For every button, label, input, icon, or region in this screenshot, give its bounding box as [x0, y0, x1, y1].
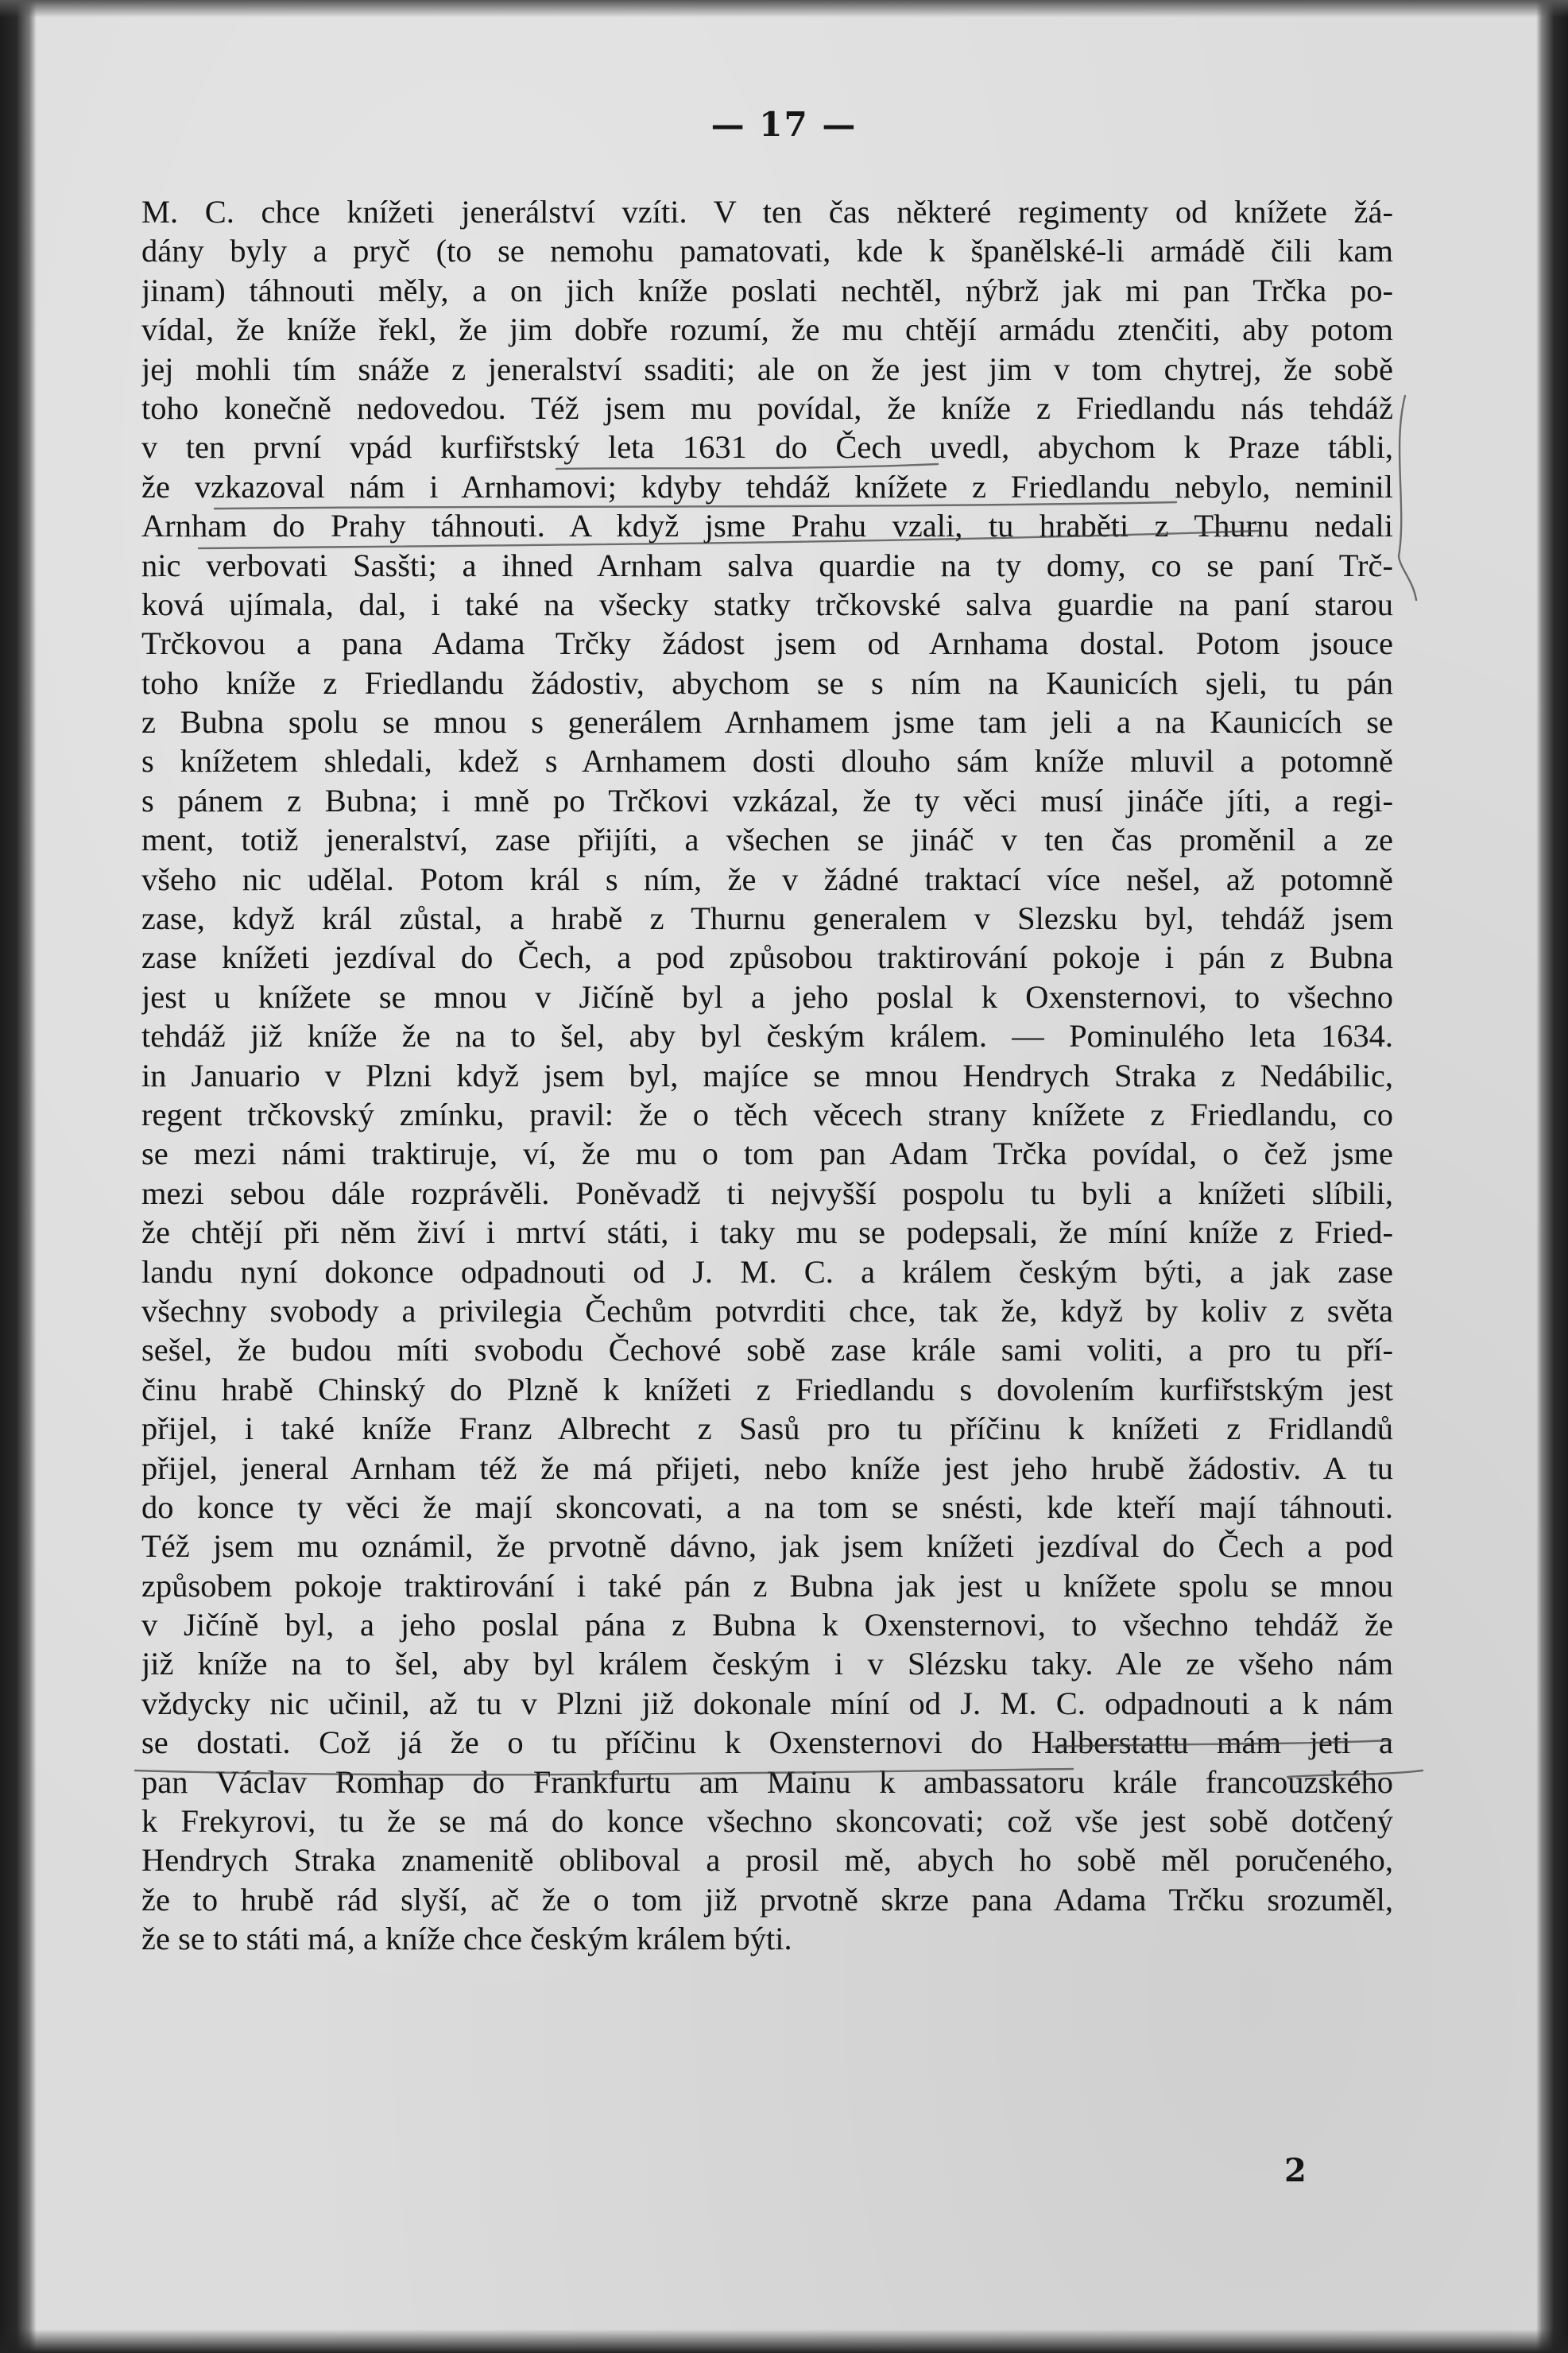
- page-edge-right: [1536, 0, 1568, 2353]
- text-line: in Januario v Plzni když jsem byl, majíce se mnou Hendrych Straka z Nedábilic,: [141, 1057, 1393, 1093]
- text-line: přijel, i také kníže Franz Albrecht z Sasů pro tu příčinu k knížeti z Fridlandů: [141, 1411, 1393, 1447]
- text-line: nic verbovati Sasšti; a ihned Arnham salva quardie na ty domy, co se paní Trč-: [141, 547, 1393, 583]
- text-line: v ten první vpád kurfiřstský leta 1631 do Čech uvedl, abychom k Praze tábli,: [141, 429, 1393, 466]
- page-number: — 17 —: [710, 105, 858, 144]
- text-line: landu nyní dokonce odpadnouti od J. M. C. a králem českým býti, a jak zase: [141, 1253, 1393, 1290]
- text-line: tehdáž již kníže že na to šel, aby byl českým králem. — Pominulého leta 1634.: [141, 1018, 1393, 1055]
- text-line: Hendrych Straka znamenitě obliboval a prosil mě, abych ho sobě měl poručeného,: [141, 1842, 1393, 1879]
- text-line: M. C. chce knížeti jenerálství vzíti. V ten čas některé regimenty od knížete žá-: [141, 194, 1393, 230]
- text-line: Trčkovou a pana Adama Trčky žádost jsem od Arnhama dostal. Potom jsouce: [141, 625, 1393, 662]
- text-line: jest u knížete se mnou v Jičíně byl a jeho poslal k Oxensternovi, to všechno: [141, 978, 1393, 1015]
- text-line: v Jičíně byl, a jeho poslal pána z Bubna k Oxensternovi, to všechno tehdáž že: [141, 1607, 1393, 1643]
- text-line: vídal, že kníže řekl, že jim dobře rozumí, že mu chtějí armádu ztenčiti, aby potom: [141, 312, 1393, 348]
- text-line: všeho nic udělal. Potom král s ním, že v žádné traktací více nešel, až potomně: [141, 861, 1393, 897]
- body-text: [141, 192, 1393, 1959]
- text-line: Též jsem mu oznámil, že prvotně dávno, jak jsem knížeti jezdíval do Čech a pod: [141, 1528, 1393, 1565]
- text-line: vždycky nic učinil, až tu v Plzni již dokonale míní od J. M. C. odpadnouti a k nám: [141, 1685, 1393, 1721]
- text-line: do konce ty věci že mají skoncovati, a na tom se snésti, kde kteří mají táhnouti.: [141, 1488, 1393, 1525]
- page-edge-bottom: [0, 2329, 1568, 2353]
- text-line: ment, totiž jeneralství, zase přijíti, a všechen se jináč v ten čas proměnil a ze: [141, 822, 1393, 858]
- text-line: jinam) táhnouti měly, a on jich kníže poslati nechtěl, nýbrž jak mi pan Trčka po-: [141, 272, 1393, 308]
- text-line: pan Václav Romhap do Frankfurtu am Mainu k ambassatoru krále francouzského: [141, 1763, 1393, 1800]
- text-line: Arnham do Prahy táhnouti. A když jsme Prahu vzali, tu hraběti z Thurnu nedali: [141, 508, 1393, 544]
- text-line: již kníže na to šel, aby byl králem českým i v Slézsku taky. Ale ze všeho nám: [141, 1646, 1393, 1682]
- page-edge-top: [0, 0, 1568, 17]
- pencil-bracket: [1399, 396, 1416, 600]
- signature-mark: 2: [1284, 2152, 1307, 2189]
- text-line: sešel, že budou míti svobodu Čechové sobě zase krále sami voliti, a pro tu pří-: [141, 1332, 1393, 1368]
- text-line: toho konečně nedovedou. Též jsem mu povídal, že kníže z Friedlandu nás tehdáž: [141, 389, 1393, 426]
- text-line: s knížetem shledali, kdež s Arnhamem dosti dlouho sám kníže mluvil a potomně: [141, 743, 1393, 780]
- text-line: že chtějí při něm živí i mrtví státi, i taky mu se podepsali, že míní kníže z Fried-: [141, 1214, 1393, 1251]
- text-line: mezi sebou dále rozprávěli. Poněvadž ti nejvyšší pospolu tu byli a knížeti slíbili,: [141, 1175, 1393, 1211]
- text-line: jej mohli tím snáže z jeneralství ssaditi; ale on že jest jim v tom chytrej, že sobě: [141, 350, 1393, 387]
- text-line: že to hrubě rád slyší, ač že o tom již prvotně skrze pana Adama Trčku srozuměl,: [141, 1881, 1393, 1918]
- text-line: regent trčkovský zmínku, pravil: že o těch věcech strany knížete z Friedlandu, co: [141, 1096, 1393, 1132]
- page-edge-left: [0, 0, 37, 2353]
- text-line: se dostati. Což já že o tu příčinu k Oxensternovi do Halberstattu mám jeti a: [141, 1724, 1393, 1761]
- text-line: z Bubna spolu se mnou s generálem Arnhamem jsme tam jeli a na Kaunicích se: [141, 704, 1393, 741]
- text-line: ková ujímala, dal, i také na všecky statky trčkovské salva guardie na paní starou: [141, 586, 1393, 622]
- text-line: s pánem z Bubna; i mně po Trčkovi vzkázal, že ty věci musí jináče jíti, a regi-: [141, 782, 1393, 819]
- text-line: přijel, jeneral Arnham též že má přijeti, nebo kníže jest jeho hrubě žádostiv. A tu: [141, 1449, 1393, 1486]
- text-line: se mezi námi traktiruje, ví, že mu o tom pan Adam Trčka povídal, o čež jsme: [141, 1136, 1393, 1172]
- text-line: že se to státi má, a kníže chce českým králem býti.: [141, 1921, 792, 1957]
- text-line: dány byly a pryč (to se nemohu pamatovati, kde k španělské-li armádě čili kam: [141, 233, 1393, 269]
- text-line: že vzkazoval nám i Arnhamovi; kdyby tehdáž knížete z Friedlandu nebylo, neminil: [141, 468, 1393, 505]
- text-line: všechny svobody a privilegia Čechům potvrditi chce, tak že, když by koliv z světa: [141, 1292, 1393, 1329]
- text-line: činu hrabě Chinský do Plzně k knížeti z Friedlandu s dovolením kurfiřstským jest: [141, 1371, 1393, 1407]
- text-line: způsobem pokoje traktirování i také pán z Bubna jak jest u knížete spolu se mnou: [141, 1567, 1393, 1604]
- text-line: toho kníže z Friedlandu žádostiv, abychom se s ním na Kaunicích sjeli, tu pán: [141, 664, 1393, 701]
- text-line: zase, když král zůstal, a hrabě z Thurnu generalem v Slezsku byl, tehdáž jsem: [141, 900, 1393, 937]
- text-line: k Frekyrovi, tu že se má do konce všechno skoncovati; což vše jest sobě dotčený: [141, 1803, 1393, 1840]
- text-line: zase knížeti jezdíval do Čech, a pod způsobou traktirování pokoje i pán z Bubna: [141, 939, 1393, 976]
